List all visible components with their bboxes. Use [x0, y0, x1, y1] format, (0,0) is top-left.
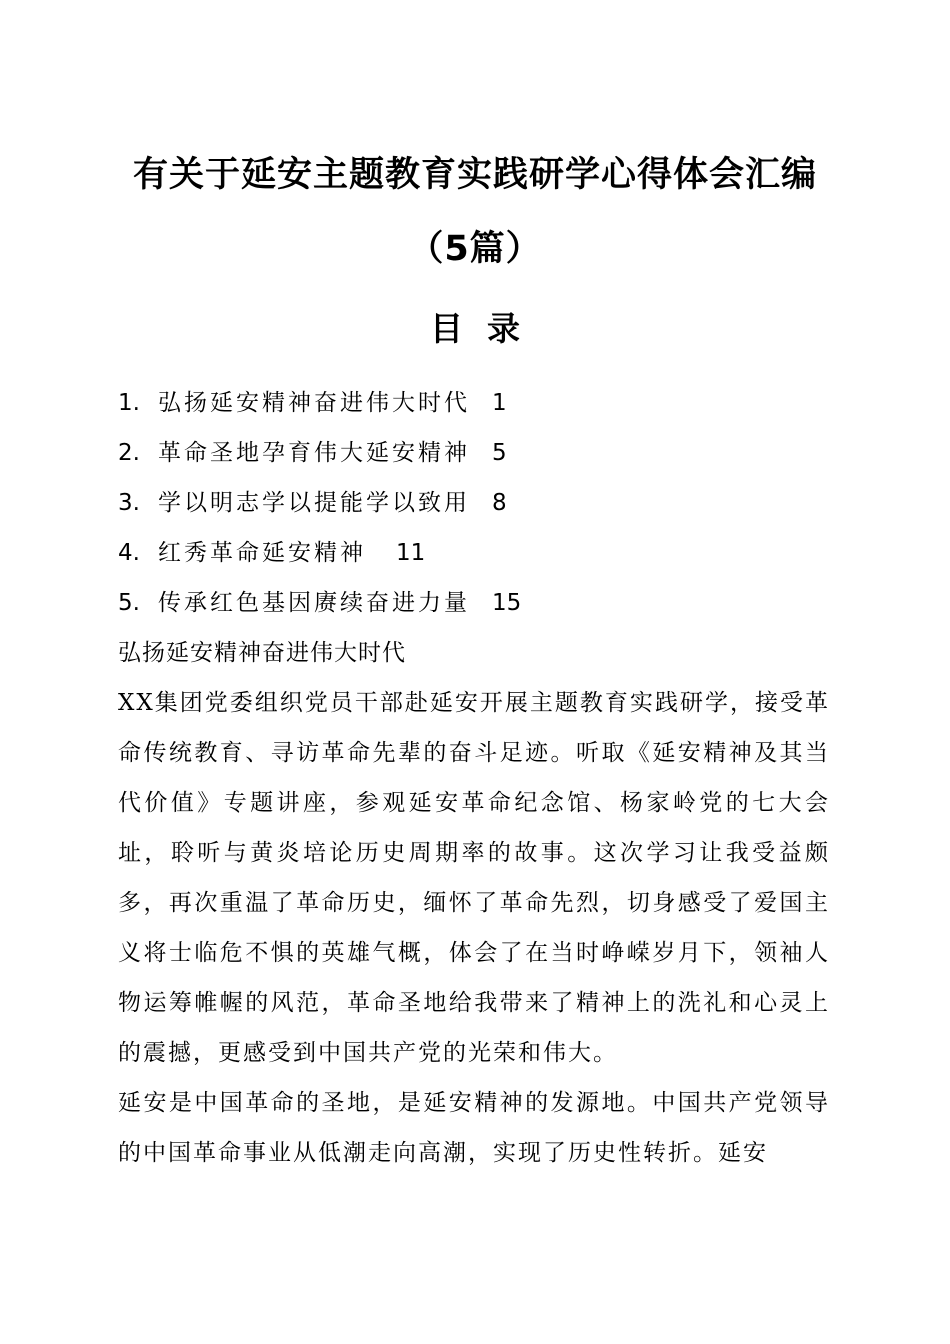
toc-item-page: 11	[396, 540, 426, 566]
toc-item-text: 传承红色基因赓续奋进力量	[158, 590, 470, 616]
toc-item-page: 5	[492, 440, 507, 466]
toc-heading-char: 录	[487, 309, 520, 348]
toc-item[interactable]	[118, 528, 521, 578]
toc-item[interactable]	[118, 578, 521, 628]
document-title: 有关于延安主题教育实践研学心得体会汇编	[132, 155, 817, 195]
section-title: 弘扬延安精神奋进伟大时代	[118, 640, 406, 666]
document-body	[118, 628, 830, 1178]
toc-item-page: 1	[492, 390, 507, 416]
toc-item-text: 红秀革命延安精神	[158, 540, 366, 566]
document-subtitle: （5篇）	[408, 229, 542, 269]
toc-heading	[0, 304, 950, 354]
toc-item-number: 3.	[118, 490, 140, 516]
toc-item[interactable]	[118, 428, 521, 478]
toc-item-text: 弘扬延安精神奋进伟大时代	[158, 390, 470, 416]
toc-item-text: 学以明志学以提能学以致用	[158, 490, 470, 516]
toc-item-number: 5.	[118, 590, 140, 616]
toc-item-page: 8	[492, 490, 507, 516]
toc-item[interactable]	[118, 378, 521, 428]
toc-item-number: 1.	[118, 390, 140, 416]
toc-heading-char: 目	[430, 309, 463, 348]
table-of-contents	[118, 378, 521, 628]
toc-item-number: 2.	[118, 440, 140, 466]
toc-item-page: 15	[492, 590, 522, 616]
toc-item-number: 4.	[118, 540, 140, 566]
toc-item-text: 革命圣地孕育伟大延安精神	[158, 440, 470, 466]
body-paragraph: 延安是中国革命的圣地，是延安精神的发源地。中国共产党领导的中国革命事业从低潮走向高潮，实现了历史性转折。延安	[118, 1090, 830, 1166]
body-paragraph: XX集团党委组织党员干部赴延安开展主题教育实践研学，接受革命传统教育、寻访革命先辈的奋斗足迹。听取《延安精神及其当代价值》专题讲座，参观延安革命纪念馆、杨家岭党的七大会址，聆听与黄炎培论历史周期率的故事。这次学习让我受益颇多，再次重温了革命历史，缅怀了革命先烈，切身感受了爱国主义将士临危不惧的英雄气概，体会了在当时峥嵘岁月下，领袖人物运筹帷幄的风范，革命圣地给我带来了精神上的洗礼和心灵上的震撼，更感受到中国共产党的光荣和伟大。	[118, 690, 830, 1066]
toc-item[interactable]	[118, 478, 521, 528]
